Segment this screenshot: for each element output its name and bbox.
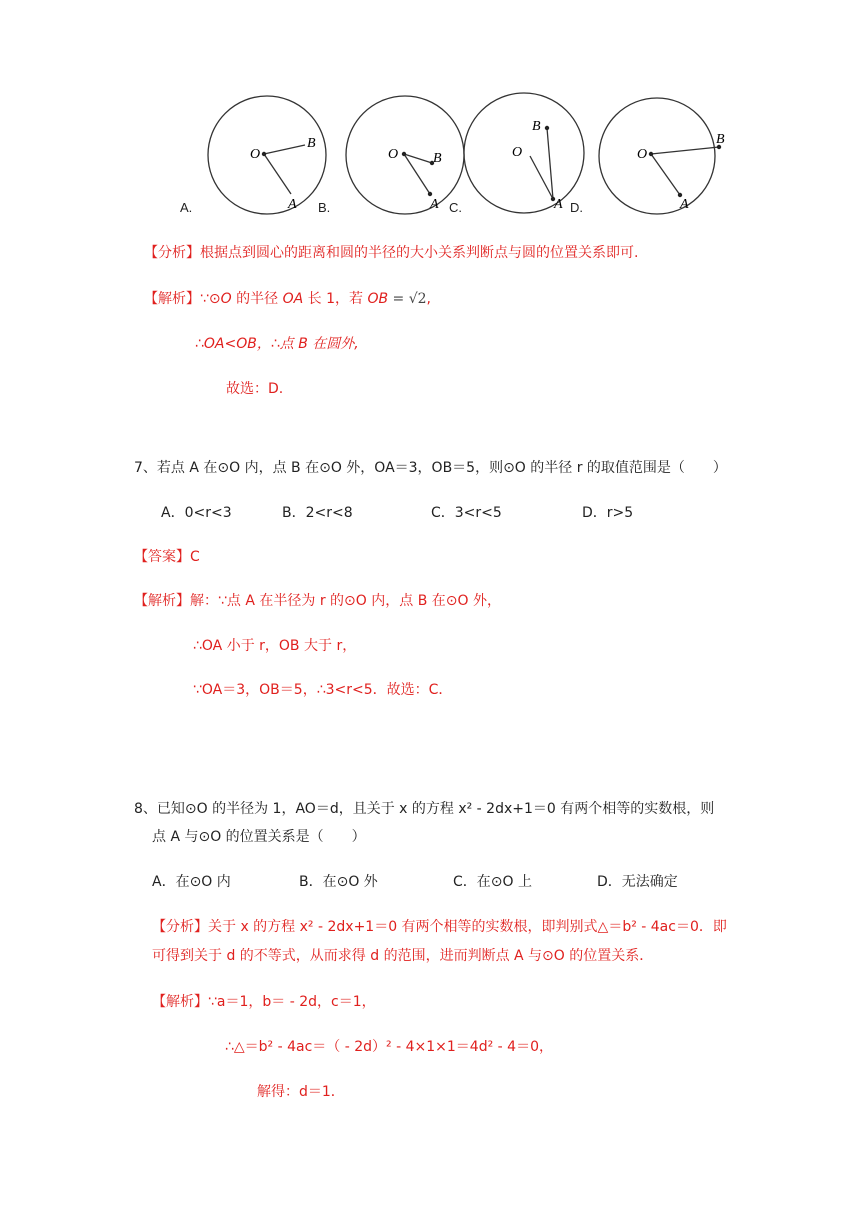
point-label-b: B bbox=[307, 136, 316, 151]
q6-solution bbox=[144, 288, 431, 308]
q6-solution-mid2: 长 1，若 bbox=[303, 291, 368, 307]
q8-question-line2: 点 A 与⊙O 的位置关系是（ ） bbox=[152, 829, 366, 845]
figure-a bbox=[208, 96, 326, 214]
point-label-b: B bbox=[433, 151, 442, 166]
figure-option-a: A. bbox=[180, 200, 193, 215]
q7-option-d: D．r>5 bbox=[582, 505, 634, 521]
figure-option-c: C. bbox=[449, 200, 462, 215]
q8-solution-2: ∴△＝b² - 4ac＝（ - 2d）² - 4×1×1＝4d² - 4＝0， bbox=[225, 1039, 553, 1055]
q6-solution-o: O bbox=[220, 291, 232, 307]
q8-solution-3: 解得：d＝1． bbox=[257, 1084, 345, 1100]
q6-solution-eq: = bbox=[388, 291, 409, 307]
q7-answer: 【答案】C bbox=[134, 549, 200, 565]
q8-solution-1: 【解析】∵a＝1，b＝ - 2d，c＝1， bbox=[152, 994, 376, 1010]
point-label-o: O bbox=[388, 147, 399, 162]
point-label-a: A bbox=[554, 197, 563, 212]
point-label-a: A bbox=[680, 197, 689, 212]
q6-step2: ∴OA<OB，∴点 B 在圆外, bbox=[195, 336, 359, 352]
q8-analysis-line2: 可得到关于 d 的不等式，从而求得 d 的范围，进而判断点 A 与⊙O 的位置关系． bbox=[152, 948, 654, 964]
q8-analysis-line1: 【分析】关于 x 的方程 x² - 2dx+1＝0 有两个相等的实数根，即判别式△＝b² - 4ac＝0．即 bbox=[152, 919, 727, 935]
q7-option-a: A．0<r<3 bbox=[161, 505, 232, 521]
q8-question-line1: 8、已知⊙O 的半径为 1，AO＝d，且关于 x 的方程 x² - 2dx+1＝0 有两个相等的实数根，则 bbox=[134, 801, 715, 817]
point-label-a: A bbox=[288, 197, 297, 212]
point-label-o: O bbox=[637, 147, 648, 162]
point-label-b: B bbox=[716, 132, 725, 147]
q6-step3: 故选：D. bbox=[226, 381, 284, 397]
figure-c bbox=[464, 93, 584, 213]
q7-solution-1: 【解析】解：∵点 A 在半径为 r 的⊙O 内，点 B 在⊙O 外， bbox=[134, 593, 501, 609]
q6-solution-oa: OA bbox=[282, 291, 304, 307]
q7-question: 7、若点 A 在⊙O 内，点 B 在⊙O 外，OA＝3，OB＝5，则⊙O 的半径 r 的取值范围是（ ） bbox=[134, 460, 727, 476]
q7-option-c: C．3<r<5 bbox=[431, 505, 502, 521]
point-label-o: O bbox=[250, 147, 261, 162]
circle-figures bbox=[0, 0, 860, 230]
point-label-o: O bbox=[512, 145, 523, 160]
figure-option-b: B. bbox=[318, 200, 331, 215]
q8-option-b: B．在⊙O 外 bbox=[299, 874, 378, 890]
q8-option-c: C．在⊙O 上 bbox=[453, 874, 532, 890]
q6-analysis: 【分析】根据点到圆心的距离和圆的半径的大小关系判断点与圆的位置关系即可. bbox=[144, 245, 639, 261]
q6-solution-mid1: 的半径 bbox=[231, 291, 283, 307]
point-label-a: A bbox=[430, 197, 439, 212]
q7-solution-2: ∴OA 小于 r，OB 大于 r， bbox=[193, 638, 357, 654]
q8-option-d: D．无法确定 bbox=[597, 874, 678, 890]
figure-b bbox=[346, 96, 464, 214]
q6-solution-prefix: 【解析】∵⊙ bbox=[144, 291, 221, 307]
figure-d bbox=[599, 98, 725, 214]
q7-option-b: B．2<r<8 bbox=[282, 505, 353, 521]
q8-option-a: A．在⊙O 内 bbox=[152, 874, 231, 890]
q6-solution-ob: OB bbox=[367, 291, 389, 307]
figure-option-d: D. bbox=[570, 200, 583, 215]
q7-solution-3: ∵OA＝3，OB＝5，∴3<r<5．故选：C． bbox=[193, 682, 453, 698]
point-label-b: B bbox=[532, 119, 541, 134]
q6-solution-sqrt: √2 bbox=[408, 291, 427, 307]
q6-solution-end: , bbox=[426, 291, 431, 307]
